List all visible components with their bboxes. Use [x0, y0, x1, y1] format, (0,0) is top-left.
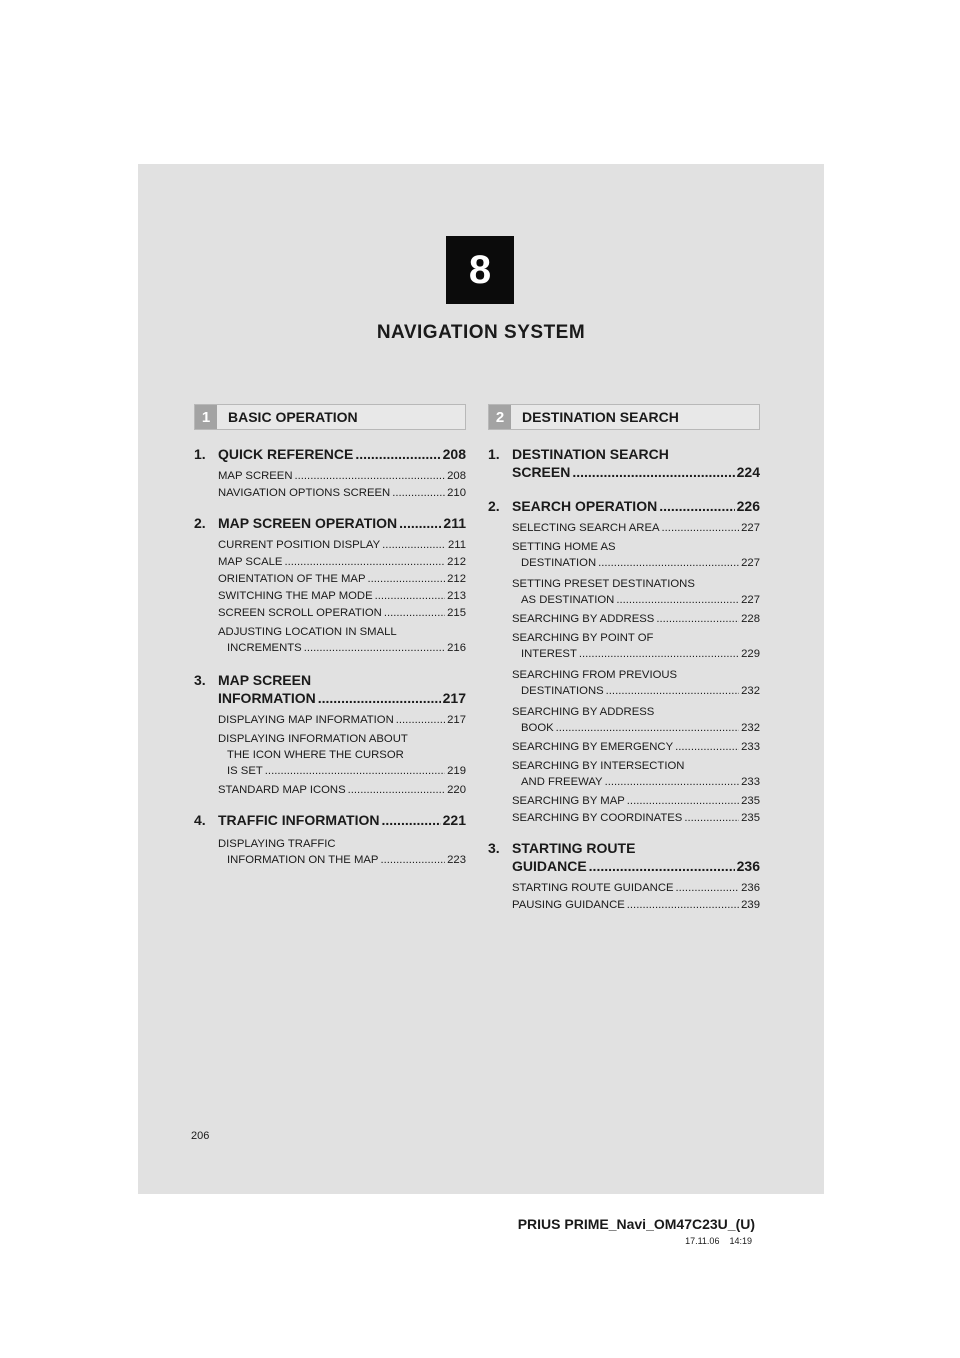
toc-sub-entry[interactable] [194, 470, 466, 482]
toc-sub-entry[interactable] [194, 573, 466, 585]
toc-column-basic-operation [194, 404, 466, 868]
toc-entry-page: 236 [736, 858, 760, 874]
toc-entry-number: 3. [488, 840, 500, 856]
toc-chapter-entry[interactable] [194, 446, 466, 462]
toc-sub-title: SEARCHING BY COORDINATES [512, 812, 683, 824]
toc-sub-page: 217 [447, 714, 466, 726]
toc-entry-title-line: DESTINATION SEARCH [512, 446, 669, 462]
toc-sub-page: 216 [447, 642, 466, 654]
toc-entry-title-line: STARTING ROUTE [512, 840, 636, 856]
toc-sub-entry[interactable] [194, 539, 466, 551]
toc-sub-entry[interactable] [194, 607, 466, 619]
print-date: 17.11.06 [685, 1236, 720, 1246]
toc-entry-page: 211 [443, 515, 466, 531]
toc-sub-title-line: SEARCHING BY INTERSECTION [512, 760, 685, 772]
toc-sub-page: 212 [447, 573, 466, 585]
toc-sub-title: BOOK [521, 722, 554, 734]
toc-sub-entry[interactable] [488, 667, 760, 699]
toc-entry-number: 4. [194, 812, 206, 828]
toc-sub-entry[interactable] [488, 795, 760, 807]
section-header [194, 404, 466, 430]
toc-sub-page: 232 [741, 685, 760, 697]
toc-sub-title-line: SEARCHING BY ADDRESS [512, 706, 655, 718]
toc-chapter-entry[interactable] [194, 812, 466, 828]
section-title: DESTINATION SEARCH [522, 409, 679, 425]
chapter-number-badge: 8 [446, 236, 514, 304]
toc-sub-title: NAVIGATION OPTIONS SCREEN [218, 487, 391, 499]
toc-sub-entry[interactable] [194, 556, 466, 568]
toc-sub-page: 229 [741, 648, 760, 660]
toc-sub-entry[interactable] [488, 812, 760, 824]
toc-chapter-entry[interactable] [194, 672, 466, 706]
toc-sub-title-line: SEARCHING FROM PREVIOUS [512, 669, 678, 681]
toc-column-destination-search [488, 404, 760, 911]
toc-sub-page: 233 [741, 741, 760, 753]
toc-sub-entry[interactable] [488, 522, 760, 534]
toc-entry-title: SEARCH OPERATION [512, 498, 658, 514]
toc-sub-title: SEARCHING BY ADDRESS [512, 613, 655, 625]
toc-sub-entry[interactable] [488, 576, 760, 608]
toc-sub-title: INTEREST [521, 648, 577, 660]
toc-sub-title: INFORMATION ON THE MAP [227, 854, 379, 866]
toc-sub-entry[interactable] [488, 613, 760, 625]
toc-sub-entry[interactable] [194, 731, 466, 779]
toc-sub-title: AND FREEWAY [521, 776, 603, 788]
toc-sub-title-line: SEARCHING BY POINT OF [512, 632, 654, 644]
toc-sub-page: 228 [741, 613, 760, 625]
toc-sub-entry[interactable] [488, 882, 760, 894]
toc-sub-title: INCREMENTS [227, 642, 302, 654]
toc-sub-title: AS DESTINATION [521, 594, 615, 606]
toc-entry-number: 1. [488, 446, 500, 462]
toc-sub-page: 215 [447, 607, 466, 619]
toc-entry-page: 221 [442, 812, 466, 828]
toc-sub-title-line: ADJUSTING LOCATION IN SMALL [218, 626, 397, 638]
toc-entry-title: MAP SCREEN OPERATION [218, 515, 398, 531]
section-header [488, 404, 760, 430]
toc-sub-title: ORIENTATION OF THE MAP [218, 573, 366, 585]
toc-sub-page: 227 [741, 557, 760, 569]
toc-chapter-entry[interactable] [488, 446, 760, 480]
toc-entry-number: 2. [194, 515, 206, 531]
toc-sub-page: 223 [447, 854, 466, 866]
toc-sub-title: DESTINATIONS [521, 685, 604, 697]
toc-sub-title-line: THE ICON WHERE THE CURSOR [227, 749, 404, 761]
toc-chapter-entry[interactable] [488, 840, 760, 874]
toc-sub-entry[interactable] [488, 899, 760, 911]
toc-entry-title: TRAFFIC INFORMATION [218, 812, 380, 828]
toc-entry-number: 2. [488, 498, 500, 514]
toc-sub-title: SWITCHING THE MAP MODE [218, 590, 373, 602]
toc-sub-page: 213 [447, 590, 466, 602]
toc-sub-page: 235 [741, 812, 760, 824]
toc-sub-entry[interactable] [194, 784, 466, 796]
toc-sub-title: MAP SCREEN [218, 470, 293, 482]
section-number: 1 [195, 405, 217, 429]
toc-chapter-entry[interactable] [488, 498, 760, 514]
page-number: 206 [191, 1130, 210, 1142]
toc-sub-page: 208 [447, 470, 466, 482]
toc-sub-title: CURRENT POSITION DISPLAY [218, 539, 381, 551]
toc-entry-title-line: MAP SCREEN [218, 672, 312, 688]
toc-entry-page: 224 [736, 464, 760, 480]
toc-sub-title: IS SET [227, 765, 263, 777]
toc-sub-entry[interactable] [194, 836, 466, 868]
toc-sub-entry[interactable] [488, 539, 760, 571]
toc-sub-title-line: SETTING HOME AS [512, 541, 616, 553]
toc-sub-title: SCREEN SCROLL OPERATION [218, 607, 382, 619]
toc-chapter-entry[interactable] [194, 515, 466, 531]
toc-sub-title-line: DISPLAYING INFORMATION ABOUT [218, 733, 408, 745]
toc-sub-page: 220 [447, 784, 466, 796]
toc-sub-entry[interactable] [194, 624, 466, 656]
toc-sub-page: 219 [447, 765, 466, 777]
toc-sub-page: 227 [741, 522, 760, 534]
toc-sub-page: 236 [741, 882, 760, 894]
toc-sub-page: 210 [447, 487, 466, 499]
toc-entry-number: 3. [194, 672, 206, 688]
toc-entry-page: 217 [442, 690, 466, 706]
toc-sub-entry[interactable] [488, 630, 760, 662]
toc-sub-title: DISPLAYING MAP INFORMATION [218, 714, 394, 726]
section-title: BASIC OPERATION [228, 409, 358, 425]
section-number: 2 [489, 405, 511, 429]
toc-sub-title: MAP SCALE [218, 556, 283, 568]
toc-sub-page: 212 [447, 556, 466, 568]
toc-sub-entry[interactable] [194, 590, 466, 602]
print-time: 14:19 [729, 1236, 752, 1246]
print-timestamp [685, 1236, 752, 1246]
toc-entry-title: QUICK REFERENCE [218, 446, 354, 462]
toc-sub-title: SEARCHING BY EMERGENCY [512, 741, 674, 753]
toc-sub-page: 211 [447, 539, 466, 551]
toc-sub-page: 232 [741, 722, 760, 734]
toc-entry-page: 226 [736, 498, 760, 514]
toc-sub-page: 239 [741, 899, 760, 911]
toc-sub-entry[interactable] [194, 714, 466, 726]
toc-sub-entry[interactable] [488, 758, 760, 790]
toc-sub-title-line: DISPLAYING TRAFFIC [218, 838, 336, 850]
toc-entry-title: GUIDANCE [512, 858, 587, 874]
toc-sub-title-line: SETTING PRESET DESTINATIONS [512, 578, 695, 590]
toc-sub-title: DESTINATION [521, 557, 597, 569]
toc-entry-page: 208 [442, 446, 466, 462]
toc-entry-title: INFORMATION [218, 690, 316, 706]
toc-entry-title: SCREEN [512, 464, 571, 480]
toc-sub-page: 227 [741, 594, 760, 606]
toc-sub-title: PAUSING GUIDANCE [512, 899, 625, 911]
toc-sub-page: 235 [741, 795, 760, 807]
toc-sub-title: STANDARD MAP ICONS [218, 784, 346, 796]
document-code: PRIUS PRIME_Navi_OM47C23U_(U) [517, 1216, 755, 1232]
toc-sub-entry[interactable] [194, 487, 466, 499]
toc-sub-entry[interactable] [488, 704, 760, 736]
toc-sub-title: SEARCHING BY MAP [512, 795, 625, 807]
toc-sub-page: 233 [741, 776, 760, 788]
chapter-title: NAVIGATION SYSTEM [376, 322, 586, 343]
toc-sub-entry[interactable] [488, 741, 760, 753]
toc-entry-number: 1. [194, 446, 206, 462]
toc-sub-title: SELECTING SEARCH AREA [512, 522, 660, 534]
toc-sub-title: STARTING ROUTE GUIDANCE [512, 882, 674, 894]
